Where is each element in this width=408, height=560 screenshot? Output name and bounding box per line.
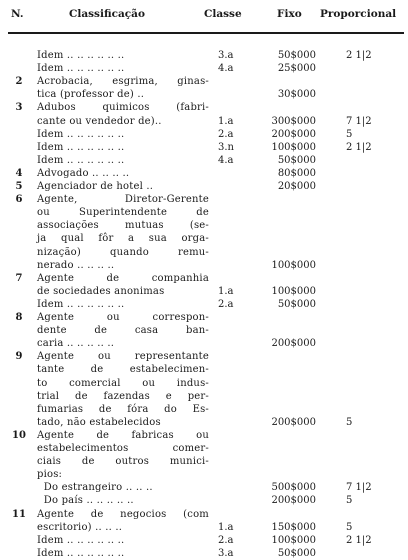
row-description: estabelecimentos comer-	[37, 443, 209, 454]
row-description: Acrobacia, esgrima, ginas-	[37, 76, 209, 88]
table-row	[0, 63, 408, 75]
row-number: 11	[12, 508, 26, 520]
table-row	[0, 273, 408, 285]
row-proporcional: 7 1|2	[346, 115, 372, 127]
row-description: Idem .. .. .. .. .. ..	[37, 128, 125, 140]
table-row	[0, 220, 408, 232]
row-classe: 1.a	[218, 521, 234, 533]
row-description: Idem .. .. .. .. .. ..	[37, 141, 125, 153]
table-row	[0, 76, 408, 88]
table-row	[0, 443, 408, 455]
row-fixo: 150$000	[271, 521, 316, 533]
row-description: caria .. .. .. .. ..	[37, 338, 115, 350]
table-row	[0, 495, 408, 507]
row-description: ja qual fôr a sua orga-	[37, 233, 209, 245]
row-description: Idem .. .. .. .. .. ..	[37, 547, 125, 559]
column-header-classificacao: Classificação	[69, 8, 145, 20]
row-classe: 2.a	[218, 128, 234, 140]
row-number: 5	[15, 181, 23, 192]
table-row	[0, 378, 408, 390]
table-row	[0, 129, 408, 141]
column-header-fixo: Fixo	[277, 8, 302, 20]
row-description: tante de estabelecimen-	[37, 364, 209, 376]
row-description: Idem .. .. .. .. .. ..	[37, 298, 125, 310]
row-fixo: 80$000	[277, 167, 316, 179]
row-number: 4	[15, 167, 23, 179]
table-row	[0, 142, 408, 154]
row-fixo: 200$000	[271, 495, 316, 507]
row-fixo: 100$000	[271, 285, 316, 297]
row-description: nerado .. .. .. ..	[37, 259, 115, 271]
row-fixo: 50$000	[277, 154, 316, 166]
table-row	[0, 482, 408, 494]
row-fixo: 30$000	[277, 89, 316, 101]
table-row	[0, 404, 408, 416]
table-row	[0, 50, 408, 62]
row-description: trial de fazendas e per-	[37, 390, 209, 402]
table-row	[0, 168, 408, 180]
table-row	[0, 351, 408, 363]
table-row	[0, 155, 408, 167]
table-row	[0, 522, 408, 534]
row-classe: 2.a	[218, 298, 234, 310]
row-proporcional: 7 1|2	[346, 482, 372, 494]
row-proporcional: 5	[346, 495, 353, 507]
table-row	[0, 391, 408, 403]
table-row	[0, 509, 408, 521]
table-row	[0, 417, 408, 429]
row-description: Agente ou correspon-	[37, 312, 209, 323]
table-row	[0, 286, 408, 298]
row-proporcional: 5	[346, 521, 353, 533]
row-description: Agente de fabricas ou	[37, 429, 209, 441]
row-proporcional: 2 1|2	[346, 50, 372, 61]
table-row	[0, 299, 408, 311]
row-description: Idem .. .. .. .. .. ..	[37, 50, 125, 61]
table-row	[0, 325, 408, 337]
header-rule	[8, 32, 404, 34]
row-description: fumarias de fóra do Es-	[37, 403, 209, 415]
table-row	[0, 548, 408, 560]
row-description: Idem .. .. .. .. .. ..	[37, 534, 125, 546]
table-row	[0, 116, 408, 128]
row-description: dente de casa ban-	[37, 325, 209, 337]
row-fixo: 100$000	[271, 534, 316, 546]
row-classe: 3.a	[218, 50, 234, 61]
row-description: nização) quando remu-	[37, 246, 209, 258]
row-description: cante ou vendedor de)..	[37, 115, 162, 127]
row-number: 7	[15, 272, 23, 284]
row-fixo: 20$000	[277, 181, 316, 192]
row-classe: 1.a	[218, 115, 234, 127]
table-row	[0, 89, 408, 101]
table-row	[0, 102, 408, 114]
table-row	[0, 207, 408, 219]
row-description: escritorio) .. .. ..	[37, 521, 123, 533]
row-description: pios:	[37, 469, 63, 481]
row-description: Agenciador de hotel ..	[37, 181, 154, 192]
row-description: Agente de negocios (com	[37, 508, 209, 520]
row-number: 10	[12, 429, 26, 441]
table-row	[0, 338, 408, 350]
row-description: Idem .. .. .. .. .. ..	[37, 154, 125, 166]
row-description: Do país .. .. .. .. ..	[37, 495, 134, 507]
row-description: associações mutuas (se-	[37, 220, 209, 232]
row-proporcional: 5	[346, 416, 353, 428]
table-row	[0, 312, 408, 324]
row-number: 8	[15, 312, 23, 323]
row-classe: 4.a	[218, 154, 234, 166]
row-description: Do estrangeiro .. .. ..	[37, 482, 153, 494]
row-fixo: 50$000	[277, 547, 316, 559]
column-header-n: N.	[11, 8, 24, 20]
row-description: to comercial ou indus-	[37, 377, 209, 389]
row-proporcional: 2 1|2	[346, 534, 372, 546]
row-fixo: 200$000	[271, 338, 316, 350]
row-description: Agente, Diretor-Gerente	[37, 194, 209, 206]
row-description: tado, não estabelecidos	[37, 416, 161, 428]
row-fixo: 200$000	[271, 416, 316, 428]
row-fixo: 100$000	[271, 141, 316, 153]
table-row	[0, 430, 408, 442]
table-row	[0, 364, 408, 376]
row-proporcional: 5	[346, 128, 353, 140]
row-classe: 4.a	[218, 63, 234, 75]
table-row	[0, 194, 408, 206]
row-classe: 3.n	[218, 141, 234, 153]
table-row	[0, 181, 408, 193]
row-fixo: 50$000	[277, 298, 316, 310]
row-fixo: 100$000	[271, 259, 316, 271]
row-description: Advogado .. .. .. ..	[37, 167, 130, 179]
row-description: Agente de companhia	[37, 272, 209, 284]
row-description: tica (professor de) ..	[37, 89, 145, 101]
row-description: ciais de outros munici-	[37, 456, 209, 468]
row-number: 2	[15, 76, 23, 88]
row-classe: 1.a	[218, 285, 234, 297]
table-row	[0, 469, 408, 481]
row-fixo: 500$000	[271, 482, 316, 494]
row-description: Adubos quimicos (fabri-	[37, 102, 209, 114]
row-number: 3	[15, 102, 23, 114]
row-description: Agente ou representante	[37, 351, 209, 363]
row-number: 9	[15, 351, 23, 363]
column-header-proporcional: Proporcional	[320, 8, 397, 20]
table-row	[0, 247, 408, 259]
table-row	[0, 233, 408, 245]
table-row	[0, 260, 408, 272]
row-number: 6	[15, 194, 23, 206]
row-classe: 2.a	[218, 534, 234, 546]
row-fixo: 300$000	[271, 115, 316, 127]
row-fixo: 200$000	[271, 128, 316, 140]
row-classe: 3.a	[218, 547, 234, 559]
column-header-classe: Classe	[204, 8, 242, 20]
row-fixo: 50$000	[277, 50, 316, 61]
row-description: ou Superintendente de	[37, 207, 209, 219]
table-row	[0, 535, 408, 547]
row-fixo: 25$000	[277, 63, 316, 75]
row-proporcional: 2 1|2	[346, 141, 372, 153]
row-description: de sociedades anonimas	[37, 285, 165, 297]
row-description: Idem .. .. .. .. .. ..	[37, 63, 125, 75]
table-row	[0, 456, 408, 468]
